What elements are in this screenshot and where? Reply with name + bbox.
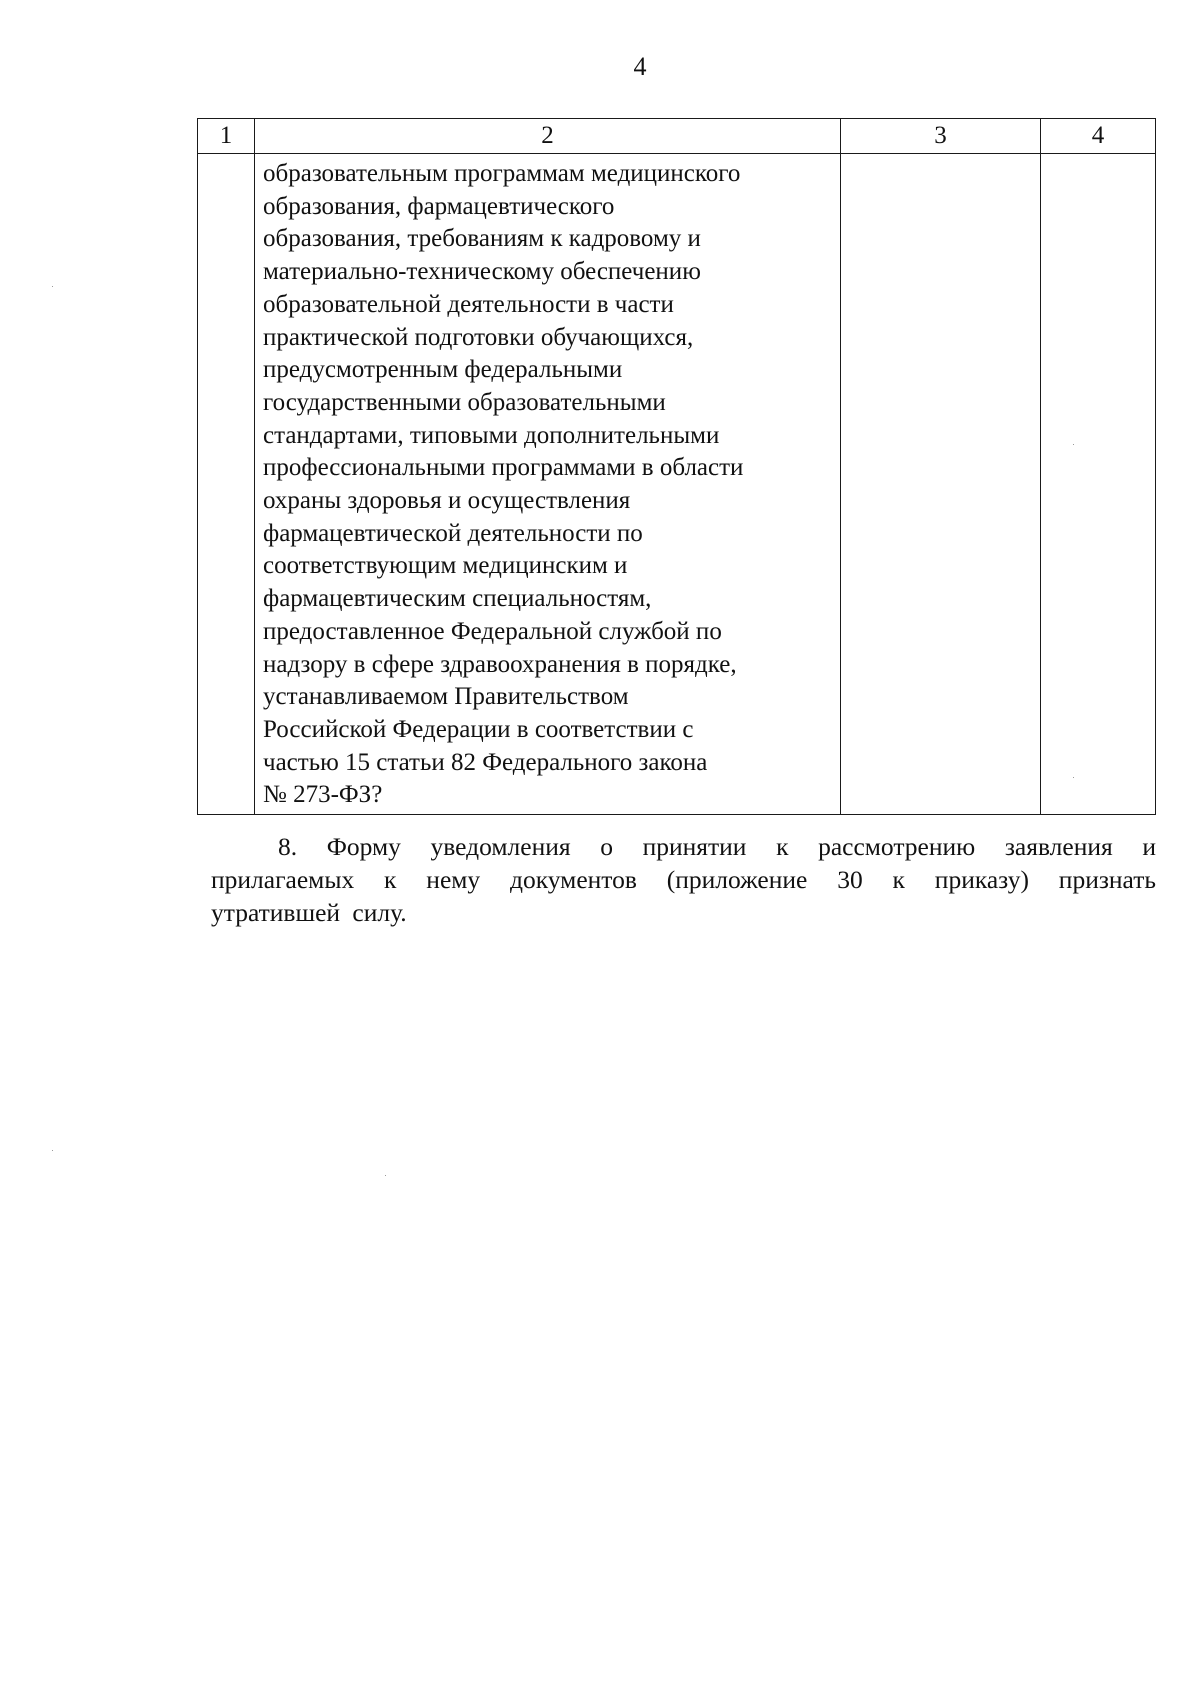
paragraph-8: 8. Форму уведомления о принятии к рассмотрению заявления и прилагаемых к нему документов (приложение 30 к приказу) признать утратившей силу.	[211, 832, 1156, 927]
row-cell-4	[1041, 154, 1156, 815]
row-cell-3	[841, 154, 1041, 815]
scan-speck	[1073, 444, 1074, 445]
row-cell-2	[255, 154, 841, 815]
column-number-3: 3	[841, 119, 1041, 154]
scan-speck	[52, 1150, 53, 1151]
scan-speck	[1073, 777, 1074, 778]
table-row	[198, 154, 1156, 815]
scan-speck	[52, 286, 53, 287]
form-table	[197, 118, 1156, 815]
page-number: 4	[633, 52, 647, 81]
question-text: образовательным программам медицинского образования, фармацевтического образования, требованиям к кадровому и материально-техническому обеспечению образовательной деятельности в части практической подготовки обучающихся, предусмотренным федеральными государственными образовательными стандартами, типовыми дополнительными профессиональными программами в области охраны здоровья и осуществления фармацевтической деятельности по соответствующим медицинским и фармацевтическим специальностям, предоставленное Федеральной службой по надзору в сфере здравоохранения в порядке, устанавливаемом Правительством Российской Федерации в соответствии с частью 15 статьи 82 Федерального закона № 273-ФЗ?	[263, 160, 744, 809]
scan-speck	[385, 1175, 386, 1176]
row-cell-1	[198, 154, 255, 815]
column-number-4: 4	[1041, 119, 1156, 154]
table-header-row	[198, 119, 1156, 154]
column-number-1: 1	[198, 119, 255, 154]
column-number-2: 2	[255, 119, 841, 154]
